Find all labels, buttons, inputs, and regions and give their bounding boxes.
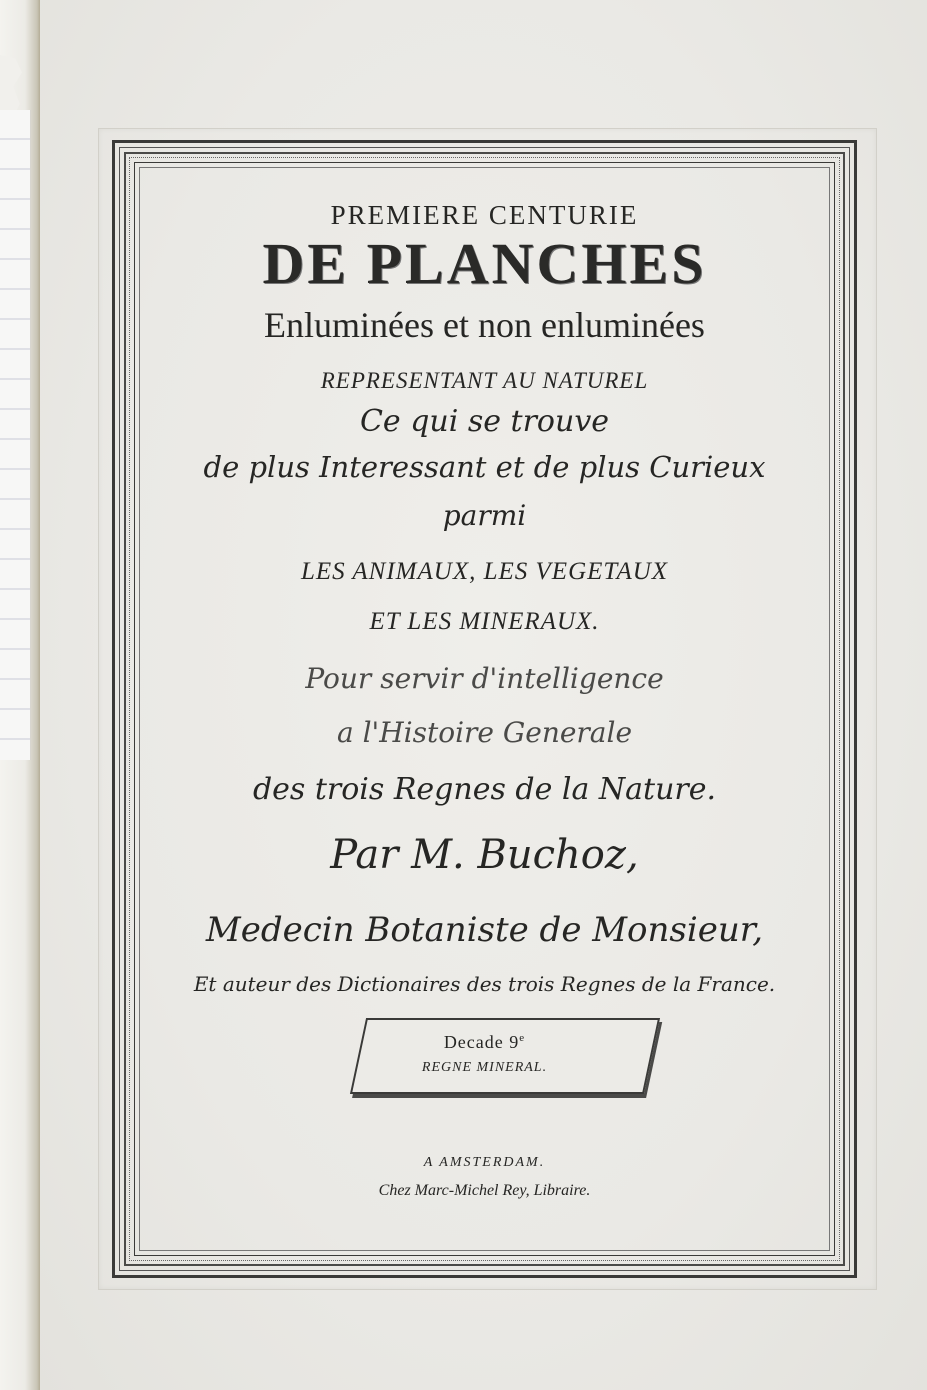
decade-superscript: e bbox=[519, 1032, 526, 1044]
title-main-heading: DE PLANCHES bbox=[262, 231, 707, 296]
left-page-edge bbox=[0, 0, 40, 1390]
title-line-animaux: LES ANIMAUX, LES VEGETAUX bbox=[300, 558, 669, 585]
imprint-place: A AMSTERDAM. bbox=[423, 1155, 546, 1170]
title-line-ce-qui: Ce qui se trouve bbox=[359, 404, 610, 439]
regne-label: REGNE MINERAL. bbox=[421, 1060, 548, 1075]
imprint-publisher: Chez Marc-Michel Rey, Libraire. bbox=[378, 1182, 591, 1199]
lined-notebook-edge bbox=[0, 110, 31, 760]
title-line-histoire: a l'Histoire Generale bbox=[336, 716, 633, 749]
title-page bbox=[40, 0, 927, 1390]
author-works: Et auteur des Dictionaires des trois Regnes de la France. bbox=[193, 972, 776, 996]
title-line-parmi: parmi bbox=[442, 499, 527, 532]
author-title: Medecin Botaniste de Monsieur, bbox=[205, 910, 764, 950]
title-line-regnes: des trois Regnes de la Nature. bbox=[252, 772, 717, 807]
title-line-pour-servir: Pour servir d'intelligence bbox=[305, 662, 664, 695]
title-line-enluminees: Enluminées et non enluminées bbox=[264, 305, 705, 345]
decade-text: Decade 9 bbox=[443, 1032, 520, 1052]
title-line-centurie: PREMIERE CENTURIE bbox=[330, 200, 639, 230]
decade-plaque bbox=[350, 1018, 660, 1094]
title-line-representant: REPRESENTANT AU NATUREL bbox=[320, 368, 649, 393]
title-line-de-plus: de plus Interessant et de plus Curieux bbox=[203, 450, 766, 484]
author-name: Par M. Buchoz, bbox=[330, 832, 639, 878]
decade-label bbox=[144, 1032, 825, 1053]
title-line-mineraux: ET LES MINERAUX. bbox=[369, 608, 600, 635]
